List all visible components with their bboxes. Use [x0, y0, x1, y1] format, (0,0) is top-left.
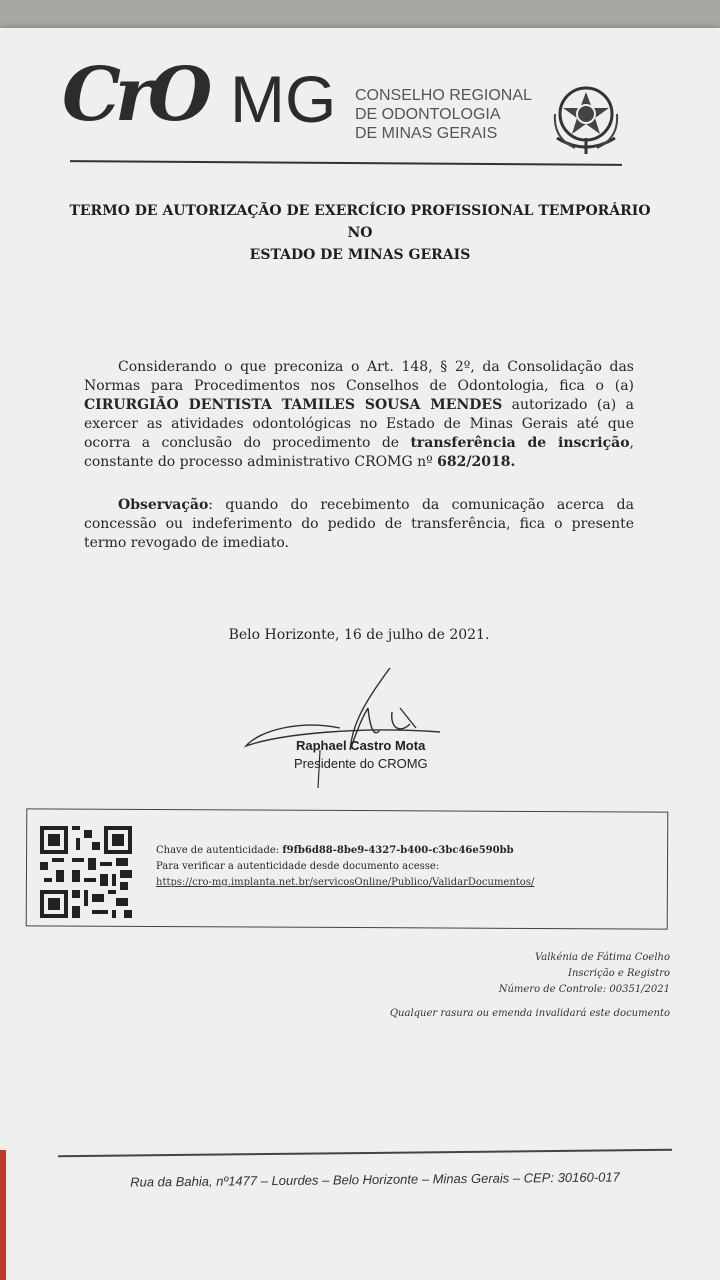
p1-text-b: autorizado (a) a exercer as atividades odontológicas no Estado de Minas Gerais até que ocorra a conclusão do procedimento de — [84, 397, 634, 451]
p1-text-a: Considerando o que preconiza o Art. 148, § 2º, da Consolidação das Normas para Procedimentos nos Conselhos de Odontologia, fica o (a) — [84, 359, 634, 394]
authenticity-key-line — [156, 843, 646, 859]
org-line-3: DE MINAS GERAIS — [355, 125, 498, 142]
document-date: Belo Horizonte, 16 de julho de 2021. — [228, 627, 490, 643]
footer-address: Rua da Bahia, nº1477 – Lourdes – Belo Horizonte – Minas Gerais – CEP: 30160-017 — [130, 1169, 620, 1190]
process-number: 682/2018. — [437, 454, 516, 470]
background-surface — [0, 0, 720, 28]
authorization-paragraph — [84, 358, 634, 472]
dentist-name: CIRURGIÃO DENTISTA TAMILES SOUSA MENDES — [84, 397, 503, 413]
signer-role: Presidente do CROMG — [294, 756, 428, 771]
red-folder-edge — [0, 1150, 6, 1280]
title-line-2: ESTADO DE MINAS GERAIS — [249, 247, 471, 263]
registration-info — [380, 950, 670, 998]
document-title — [60, 200, 660, 266]
key-value: f9fb6d88-8be9-4327-b400-c3bc46e590bb — [282, 845, 514, 856]
authenticity-text — [156, 843, 646, 891]
verify-text: Para verificar a autenticidade desde documento acesse: — [156, 861, 440, 872]
p1-text-c: , constante do processo administrativo CROMG nº — [84, 435, 634, 470]
signer-name: Raphael Castro Mota — [296, 738, 426, 753]
observation-text: : quando do recebimento da comunicação acerca da concessão ou indeferimento do pedido de transferência, fica o presente termo revogado de imediato. — [84, 497, 634, 551]
registrar-name: Valkénia de Fátima Coelho — [534, 952, 670, 963]
verification-link[interactable]: https://cro-mg.implanta.net.br/servicosOnline/Publico/ValidarDocumentos/ — [156, 877, 535, 888]
registrar-dept: Inscrição e Registro — [568, 968, 670, 979]
key-label: Chave de autenticidade: — [156, 845, 283, 856]
procedure-name: transferência de inscrição — [410, 435, 630, 451]
observation-paragraph — [84, 496, 634, 553]
mg-logo: MG — [230, 62, 337, 136]
cro-logo: CrO — [62, 52, 207, 138]
qr-code-icon — [40, 826, 132, 918]
tamper-warning: Qualquer rasura ou emenda invalidará este documento — [389, 1008, 670, 1019]
org-line-2: DE ODONTOLOGIA — [355, 106, 501, 123]
observation-label: Observação — [118, 497, 209, 513]
org-name — [355, 86, 532, 143]
title-line-1: TERMO DE AUTORIZAÇÃO DE EXERCÍCIO PROFISSIONAL TEMPORÁRIO NO — [69, 203, 651, 241]
brazil-coat-of-arms-icon — [545, 78, 627, 160]
org-line-1: CONSELHO REGIONAL — [355, 87, 532, 104]
control-number: Número de Controle: 00351/2021 — [498, 984, 670, 995]
